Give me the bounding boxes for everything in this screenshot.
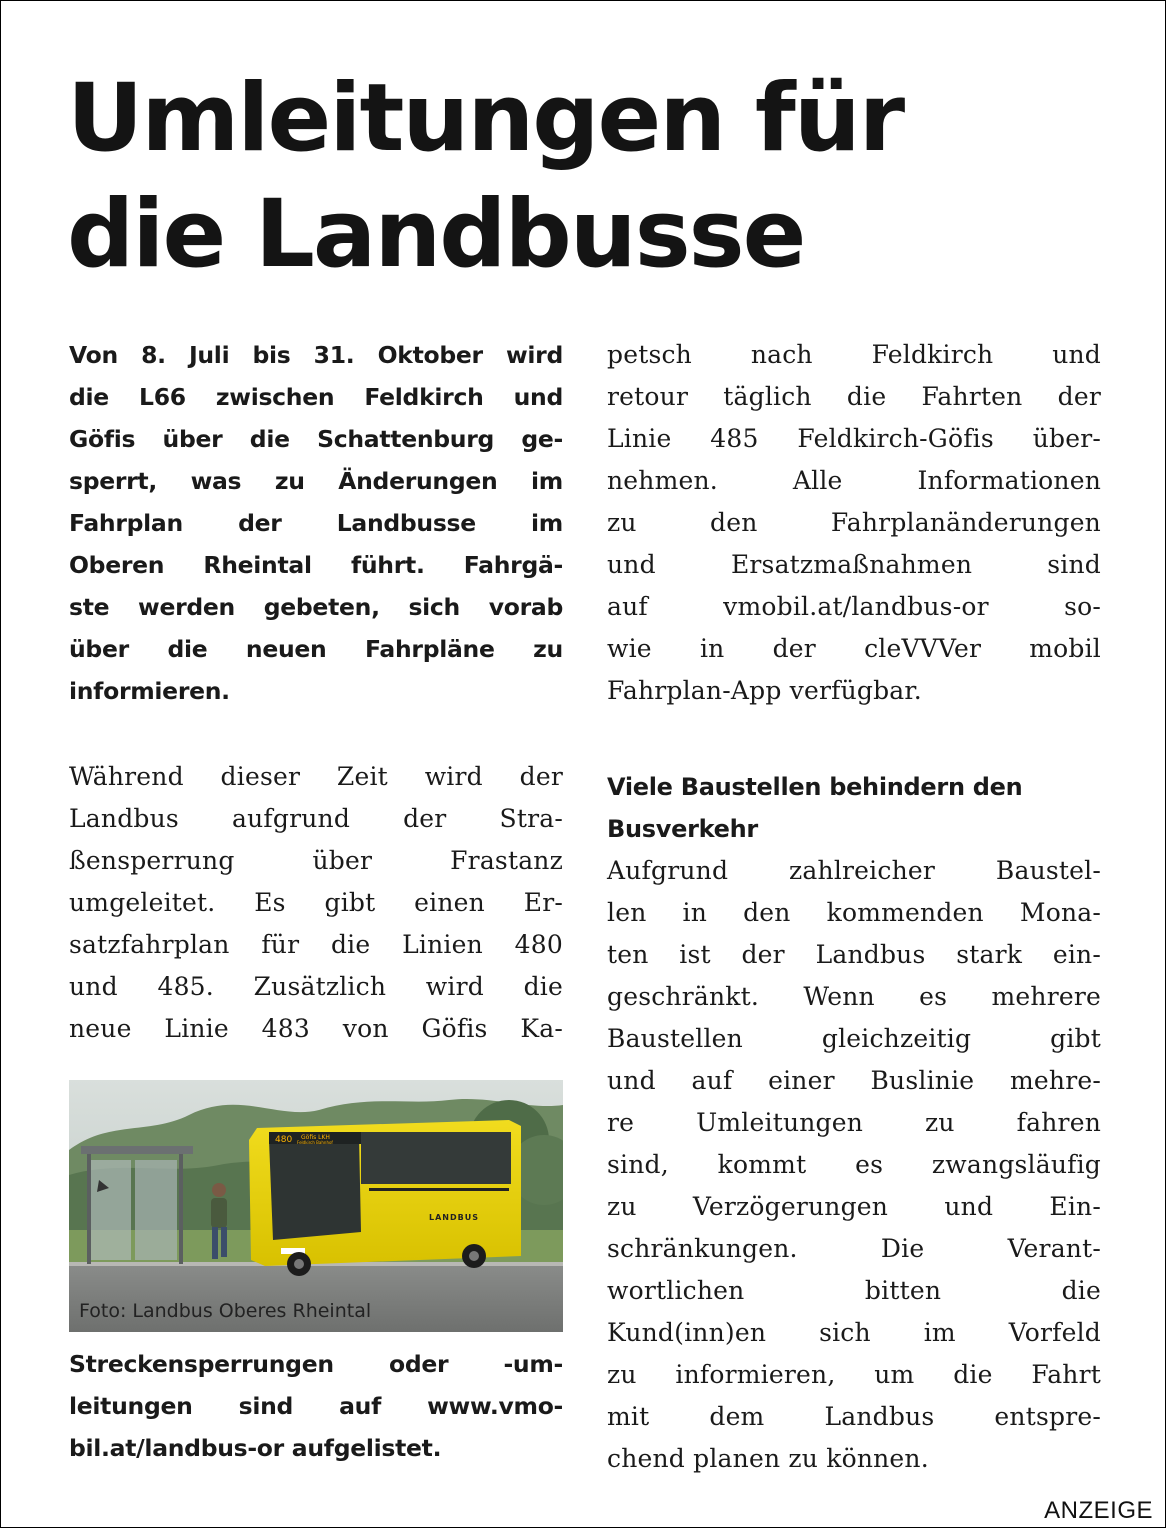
body-line: Kund(inn)en sich im Vorfeld: [607, 1318, 1101, 1347]
intro-paragraph: [69, 334, 563, 712]
body-line: Linie 485 Feldkirch-Göfis über-: [607, 424, 1101, 453]
body-line: geschränkt. Wenn es mehrere: [607, 982, 1101, 1011]
body-line: zu Verzögerungen und Ein-: [607, 1192, 1101, 1221]
photo-caption: Foto: Landbus Oberes Rheintal: [79, 1300, 372, 1322]
headline-line: die Landbusse: [67, 180, 805, 289]
left-column: [69, 334, 563, 1050]
body-line: neue Linie 483 von Göfis Ka-: [69, 1014, 563, 1043]
body-paragraph-1: [69, 756, 563, 1050]
right-column: [607, 334, 1101, 1480]
photo-note-line: leitungen sind auf www.vmo-: [69, 1392, 563, 1420]
photo-note-line: bil.at/landbus-or aufgelistet.: [69, 1434, 442, 1462]
body-paragraph-2: [607, 334, 1101, 712]
body-line: wie in der cleVVVer mobil: [607, 634, 1101, 663]
intro-line: Göfis über die Schattenburg ge-: [69, 425, 563, 453]
body-line: len in den kommenden Mona-: [607, 898, 1101, 927]
headline-line: Umleitungen für: [67, 64, 904, 173]
bus-photo: [69, 1080, 563, 1332]
body-line: und auf einer Buslinie mehre-: [607, 1066, 1101, 1095]
subheading-line: Busverkehr: [607, 815, 758, 843]
intro-line: informieren.: [69, 677, 230, 705]
body-line: zu informieren, um die Fahrt: [607, 1360, 1101, 1389]
body-line: zu den Fahrplanänderungen: [607, 508, 1101, 537]
subheading: [607, 766, 1101, 850]
photo-note-line: Streckensperrungen oder -um-: [69, 1350, 563, 1378]
bus-destination-sub: Feldkirch Bahnhof: [297, 1140, 333, 1145]
body-line: nehmen. Alle Informationen: [607, 466, 1101, 495]
intro-line: Von 8. Juli bis 31. Oktober wird: [69, 341, 563, 369]
body-line: umgeleitet. Es gibt einen Er-: [69, 888, 563, 917]
body-line: Baustellen gleichzeitig gibt: [607, 1024, 1101, 1053]
intro-line: sperrt, was zu Änderungen im: [69, 467, 563, 495]
bus-photo-illustration: [69, 1080, 563, 1332]
body-line: Fahrplan-App verfügbar.: [607, 676, 922, 705]
bus-side-text: LANDBUS: [429, 1213, 479, 1222]
advertisement-label: ANZEIGE: [1044, 1497, 1153, 1524]
body-line: petsch nach Feldkirch und: [607, 340, 1101, 369]
intro-line: Oberen Rheintal führt. Fahrgä-: [69, 551, 563, 579]
headline: [67, 61, 903, 293]
body-line: chend planen zu können.: [607, 1444, 929, 1473]
intro-line: über die neuen Fahrpläne zu: [69, 635, 563, 663]
bus-route-number: 480: [275, 1135, 293, 1145]
body-line: Landbus aufgrund der Stra-: [69, 804, 563, 833]
body-line: satzfahrplan für die Linien 480: [69, 930, 563, 959]
body-line: und 485. Zusätzlich wird die: [69, 972, 563, 1001]
intro-line: die L66 zwischen Feldkirch und: [69, 383, 563, 411]
body-line: retour täglich die Fahrten der: [607, 382, 1101, 411]
photo-note: [69, 1343, 563, 1469]
body-line: re Umleitungen zu fahren: [607, 1108, 1101, 1137]
body-line: auf vmobil.at/landbus-or so-: [607, 592, 1101, 621]
body-line: ßensperrung über Frastanz: [69, 846, 563, 875]
body-line: sind, kommt es zwangsläufig: [607, 1150, 1101, 1179]
body-line: wortlichen bitten die: [607, 1276, 1101, 1305]
subheading-line: Viele Baustellen behindern den: [607, 773, 1023, 801]
body-line: mit dem Landbus entspre-: [607, 1402, 1101, 1431]
body-paragraph-3: [607, 850, 1101, 1480]
body-line: Aufgrund zahlreicher Baustel-: [607, 856, 1101, 885]
intro-line: ste werden gebeten, sich vorab: [69, 593, 563, 621]
body-line: Während dieser Zeit wird der: [69, 762, 563, 791]
body-line: und Ersatzmaßnahmen sind: [607, 550, 1101, 579]
bus-destination: Göfis LKH: [301, 1134, 330, 1141]
intro-line: Fahrplan der Landbusse im: [69, 509, 563, 537]
body-line: ten ist der Landbus stark ein-: [607, 940, 1101, 969]
body-line: schränkungen. Die Verant-: [607, 1234, 1101, 1263]
